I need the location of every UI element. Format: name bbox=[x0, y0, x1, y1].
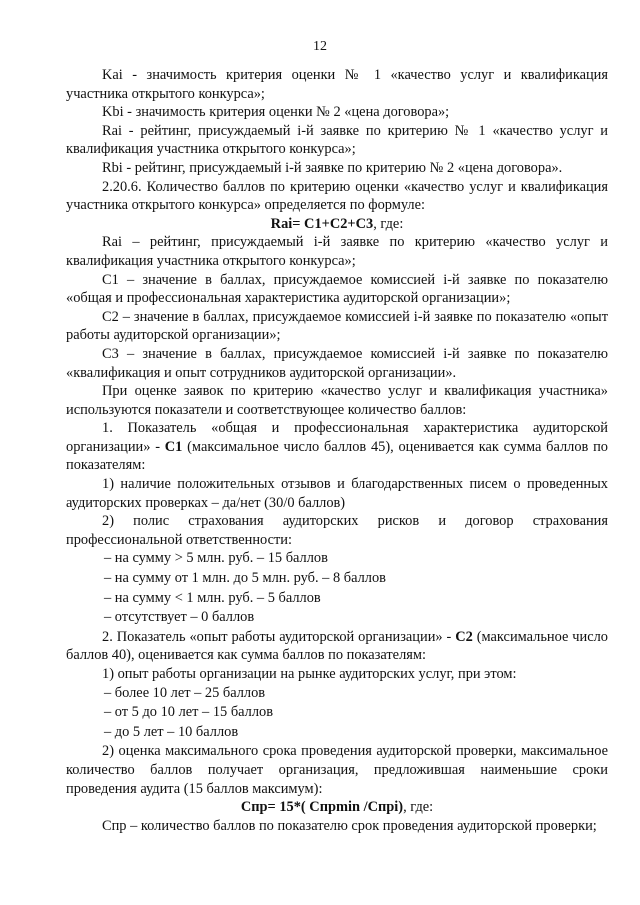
document-body bbox=[66, 66, 608, 835]
paragraph-insurance: 2) полис страхования аудиторских рисков и договор страхования профессиональной ответственности: bbox=[66, 513, 608, 548]
paragraph-indicator-1 bbox=[66, 419, 608, 475]
formula-rai-expression: Rai= C1+C2+C3 bbox=[270, 215, 374, 232]
paragraph-rai-def: Rai – рейтинг, присуждаемый i-й заявке по критерию «качество услуг и квалификация участника открытого конкурса»; bbox=[66, 234, 608, 269]
list-item: – до 5 лет – 10 баллов bbox=[104, 723, 239, 740]
paragraph-reviews: 1) наличие положительных отзывов и благодарственных писем о проведенных аудиторских проверках – да/нет (30/0 баллов) bbox=[66, 476, 608, 511]
formula-rai-tail: , где: bbox=[373, 215, 404, 232]
paragraph-rai: Rai - рейтинг, присуждаемый i-й заявке по критерию № 1 «качество услуг и квалификация участника открытого конкурса»; bbox=[66, 122, 608, 158]
paragraph-c1-def: С1 – значение в баллах, присуждаемое комиссией i-й заявке по показателю «общая и профессиональная характеристика аудиторской организации»; bbox=[66, 271, 608, 307]
page-number: 12 bbox=[313, 39, 327, 54]
paragraph-2-20-6: 2.20.6. Количество баллов по критерию оценки «качество услуг и квалификация участника открытого конкурса» определяется по формуле: bbox=[66, 178, 608, 214]
paragraph-criteria-intro: При оценке заявок по критерию «качество услуг и квалификация участника» используются показатели и соответствующее количество баллов: bbox=[66, 383, 608, 418]
list-item: – отсутствует – 0 баллов bbox=[104, 609, 255, 626]
list-item: – от 5 до 10 лет – 15 баллов bbox=[104, 704, 274, 721]
list-item: – на сумму от 1 млн. до 5 млн. руб. – 8 баллов bbox=[104, 570, 386, 587]
formula-rai bbox=[66, 215, 608, 234]
paragraph-audit-term: 2) оценка максимального срока проведения аудиторской проверки, максимальное количество баллов получает организация, предложившая наименьшие сроки проведения аудита (15 баллов максимум): bbox=[66, 743, 608, 797]
indicator-1-tail: (максимальное число баллов 45), оценивается как сумма баллов по показателям: bbox=[66, 438, 608, 474]
indicator-2-text: 2. Показатель «опыт работы аудиторской организации» - bbox=[102, 628, 452, 645]
paragraph-kai: Kai - значимость критерия оценки № 1 «качество услуг и квалификация участника открытого конкурса»; bbox=[66, 67, 608, 102]
formula-cpr-tail: , где: bbox=[403, 799, 434, 816]
paragraph-cpr-def: Cпр – количество баллов по показателю срок проведения аудиторской проверки; bbox=[102, 817, 597, 834]
indicator-2-code: С2 bbox=[455, 628, 473, 645]
list-item: – на сумму > 5 млн. руб. – 15 баллов bbox=[104, 550, 328, 567]
formula-cpr-expression: Cпр= 15*( Cпрmin /Cпрi) bbox=[240, 799, 404, 816]
paragraph-indicator-2 bbox=[66, 628, 608, 665]
list-item: – более 10 лет – 25 баллов bbox=[104, 684, 266, 701]
paragraph-c3-def: С3 – значение в баллах, присуждаемое комиссией i-й заявке по показателю «квалификация и опыт сотрудников аудиторской организации». bbox=[66, 345, 608, 381]
formula-cpr bbox=[66, 798, 608, 817]
paragraph-rbi: Rbi - рейтинг, присуждаемый i-й заявке по критерию № 2 «цена договора». bbox=[102, 159, 563, 176]
indicator-2-tail: (максимальное число баллов 40), оценивается как сумма баллов по показателям: bbox=[66, 628, 608, 664]
indicator-1-code: С1 bbox=[164, 438, 183, 455]
paragraph-kbi: Kbi - значимость критерия оценки № 2 «цена договора»; bbox=[102, 104, 450, 121]
list-item: – на сумму < 1 млн. руб. – 5 баллов bbox=[104, 589, 321, 606]
paragraph-experience: 1) опыт работы организации на рынке аудиторских услуг, при этом: bbox=[102, 666, 517, 682]
indicator-1-text: 1. Показатель «общая и профессиональная характеристика аудиторской организации» - bbox=[66, 420, 608, 455]
paragraph-c2-def: С2 – значение в баллах, присуждаемое комиссией i-й заявке по показателю «опыт работы аудиторской организации»; bbox=[66, 308, 608, 344]
